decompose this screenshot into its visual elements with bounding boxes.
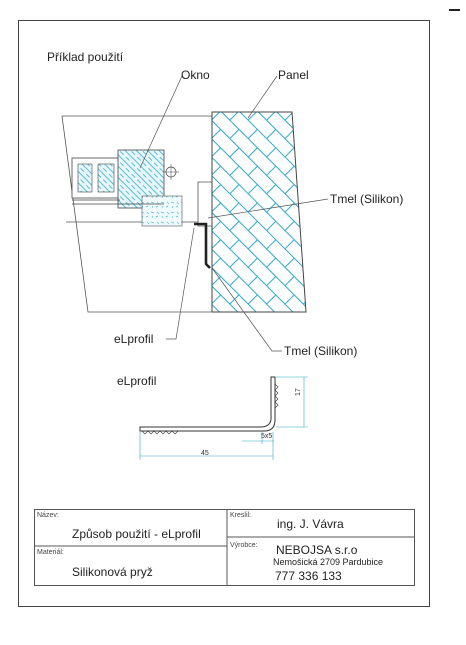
drawn-value: ing. J. Vávra bbox=[277, 517, 344, 531]
profile-detail bbox=[140, 377, 308, 460]
material-value: Silikonová pryž bbox=[72, 565, 153, 579]
dim-length-label: 45 bbox=[201, 450, 209, 457]
maker-address: Nemošická 2709 Pardubice bbox=[273, 557, 384, 567]
maker-phone: 777 336 133 bbox=[275, 569, 342, 583]
callout-profile: eLprofil bbox=[114, 332, 154, 346]
usage-example-section bbox=[62, 76, 328, 351]
detail-title: eLprofil bbox=[117, 374, 157, 388]
sheet-border bbox=[19, 21, 430, 607]
profile-shape bbox=[140, 377, 275, 431]
window-frame bbox=[72, 150, 182, 226]
drawing-heading: Příklad použití bbox=[47, 50, 124, 64]
dim-flange-label: 5x5 bbox=[261, 433, 273, 440]
profile-installed bbox=[194, 224, 210, 268]
name-value: Způsob použití - eLprofil bbox=[72, 527, 201, 541]
material-label: Materiál: bbox=[37, 549, 64, 556]
drawn-label: Kreslil: bbox=[230, 512, 252, 519]
panel-hatch bbox=[212, 112, 306, 312]
name-label: Název: bbox=[37, 512, 59, 519]
maker-name: NEBOJSA s.r.o bbox=[276, 543, 358, 557]
wall-outline bbox=[62, 116, 212, 312]
callout-sealant-bottom: Tmel (Silikon) bbox=[284, 344, 358, 358]
callout-panel: Panel bbox=[278, 68, 309, 82]
leader-profile bbox=[166, 228, 194, 339]
callout-sealant-top: Tmel (Silikon) bbox=[330, 192, 404, 206]
dim-height-label: 17 bbox=[295, 388, 302, 396]
maker-label: Výrobce: bbox=[230, 542, 258, 549]
callout-window: Okno bbox=[181, 68, 210, 82]
